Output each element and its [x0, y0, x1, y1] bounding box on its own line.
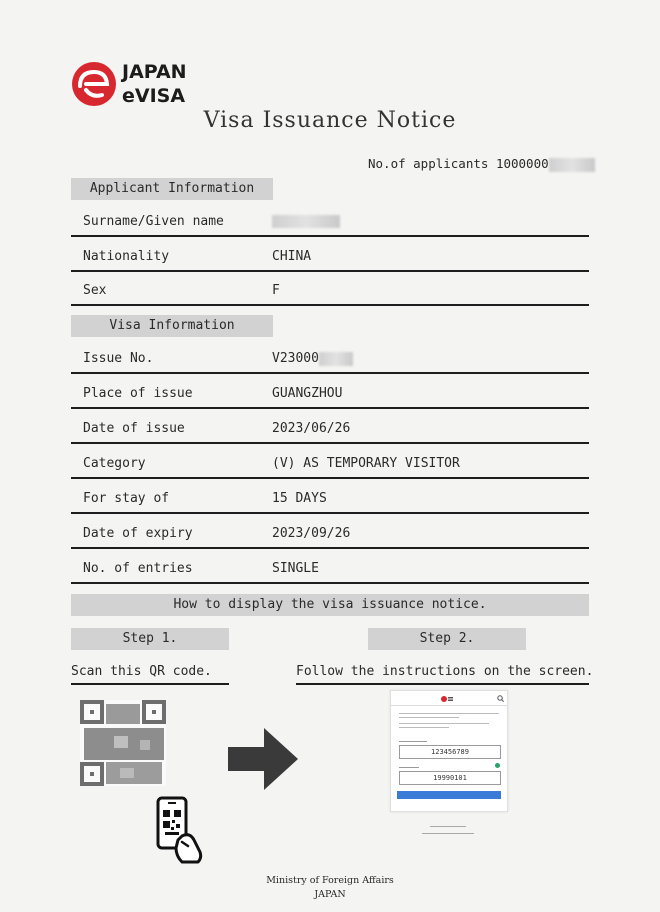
evisa-logo-icon [70, 60, 118, 108]
qr-code-icon[interactable] [80, 700, 166, 786]
document-title: Visa Issuance Notice [203, 108, 457, 133]
screen-dob-field: 19990101 [399, 771, 501, 785]
row-value: V23000 [272, 351, 353, 366]
screen-caption [390, 826, 506, 834]
logo-line-evisa: eVISA [122, 85, 186, 107]
screen-preview [390, 690, 508, 812]
screen-text-lines [399, 713, 499, 728]
row-label: Surname/Given name [83, 214, 224, 229]
redacted-block [272, 215, 340, 228]
screen-search-icon [497, 695, 504, 702]
row-place-of-issue [71, 374, 589, 409]
row-value: 15 DAYS [272, 491, 327, 506]
row-label: Date of issue [83, 421, 185, 436]
footer-ministry: Ministry of Foreign Affairs [266, 875, 394, 886]
row-category [71, 444, 589, 479]
step1-heading: Step 1. [71, 628, 229, 650]
screen-passport-field: 123456789 [399, 745, 501, 759]
row-value: F [272, 283, 280, 298]
phone-qr-icon [152, 796, 210, 864]
row-sex [71, 271, 589, 306]
screen-passport-label [399, 741, 427, 742]
row-value: SINGLE [272, 561, 319, 576]
applicant-info-heading: Applicant Information [71, 178, 273, 200]
row-nationality [71, 237, 589, 272]
step2-heading: Step 2. [368, 628, 526, 650]
row-label: Sex [83, 283, 107, 298]
row-value: (V) AS TEMPORARY VISITOR [272, 456, 460, 471]
row-issue-no [71, 339, 589, 374]
row-label: Nationality [83, 249, 170, 264]
row-surname [71, 202, 589, 237]
row-label: Issue No. [83, 351, 154, 366]
row-label: Category [83, 456, 146, 471]
footer-japan: JAPAN [314, 889, 346, 900]
row-value: 2023/09/26 [272, 526, 351, 541]
row-value [272, 214, 340, 229]
screen-check-icon [495, 763, 500, 768]
footer [0, 874, 660, 902]
row-label: Date of expiry [83, 526, 193, 541]
redacted-block [319, 352, 353, 366]
row-for-stay-of [71, 479, 589, 514]
row-label: No. of entries [83, 561, 193, 576]
visa-info-heading: Visa Information [71, 315, 273, 337]
screen-dob-label [399, 767, 419, 768]
right-arrow-icon [228, 728, 298, 790]
row-no-of-entries [71, 549, 589, 584]
row-label: For stay of [83, 491, 170, 506]
row-value: CHINA [272, 249, 312, 264]
applicants-label: No.of applicants [368, 156, 489, 171]
applicants-value: 1000000 [495, 156, 549, 171]
screen-submit-button [397, 791, 501, 799]
row-value: GUANGZHOU [272, 386, 343, 401]
row-date-of-expiry [71, 514, 589, 549]
screen-line [391, 705, 507, 706]
how-to-heading: How to display the visa issuance notice. [71, 594, 589, 616]
redacted-block [549, 158, 595, 172]
row-value: 2023/06/26 [272, 421, 351, 436]
row-date-of-issue [71, 409, 589, 444]
step1-text: Scan this QR code. [71, 664, 229, 685]
row-label: Place of issue [83, 386, 193, 401]
applicants-count [368, 156, 595, 172]
step2-text: Follow the instructions on the screen. [296, 664, 589, 685]
logo-line-japan: JAPAN [122, 61, 187, 83]
screen-logo-icon [441, 695, 453, 703]
